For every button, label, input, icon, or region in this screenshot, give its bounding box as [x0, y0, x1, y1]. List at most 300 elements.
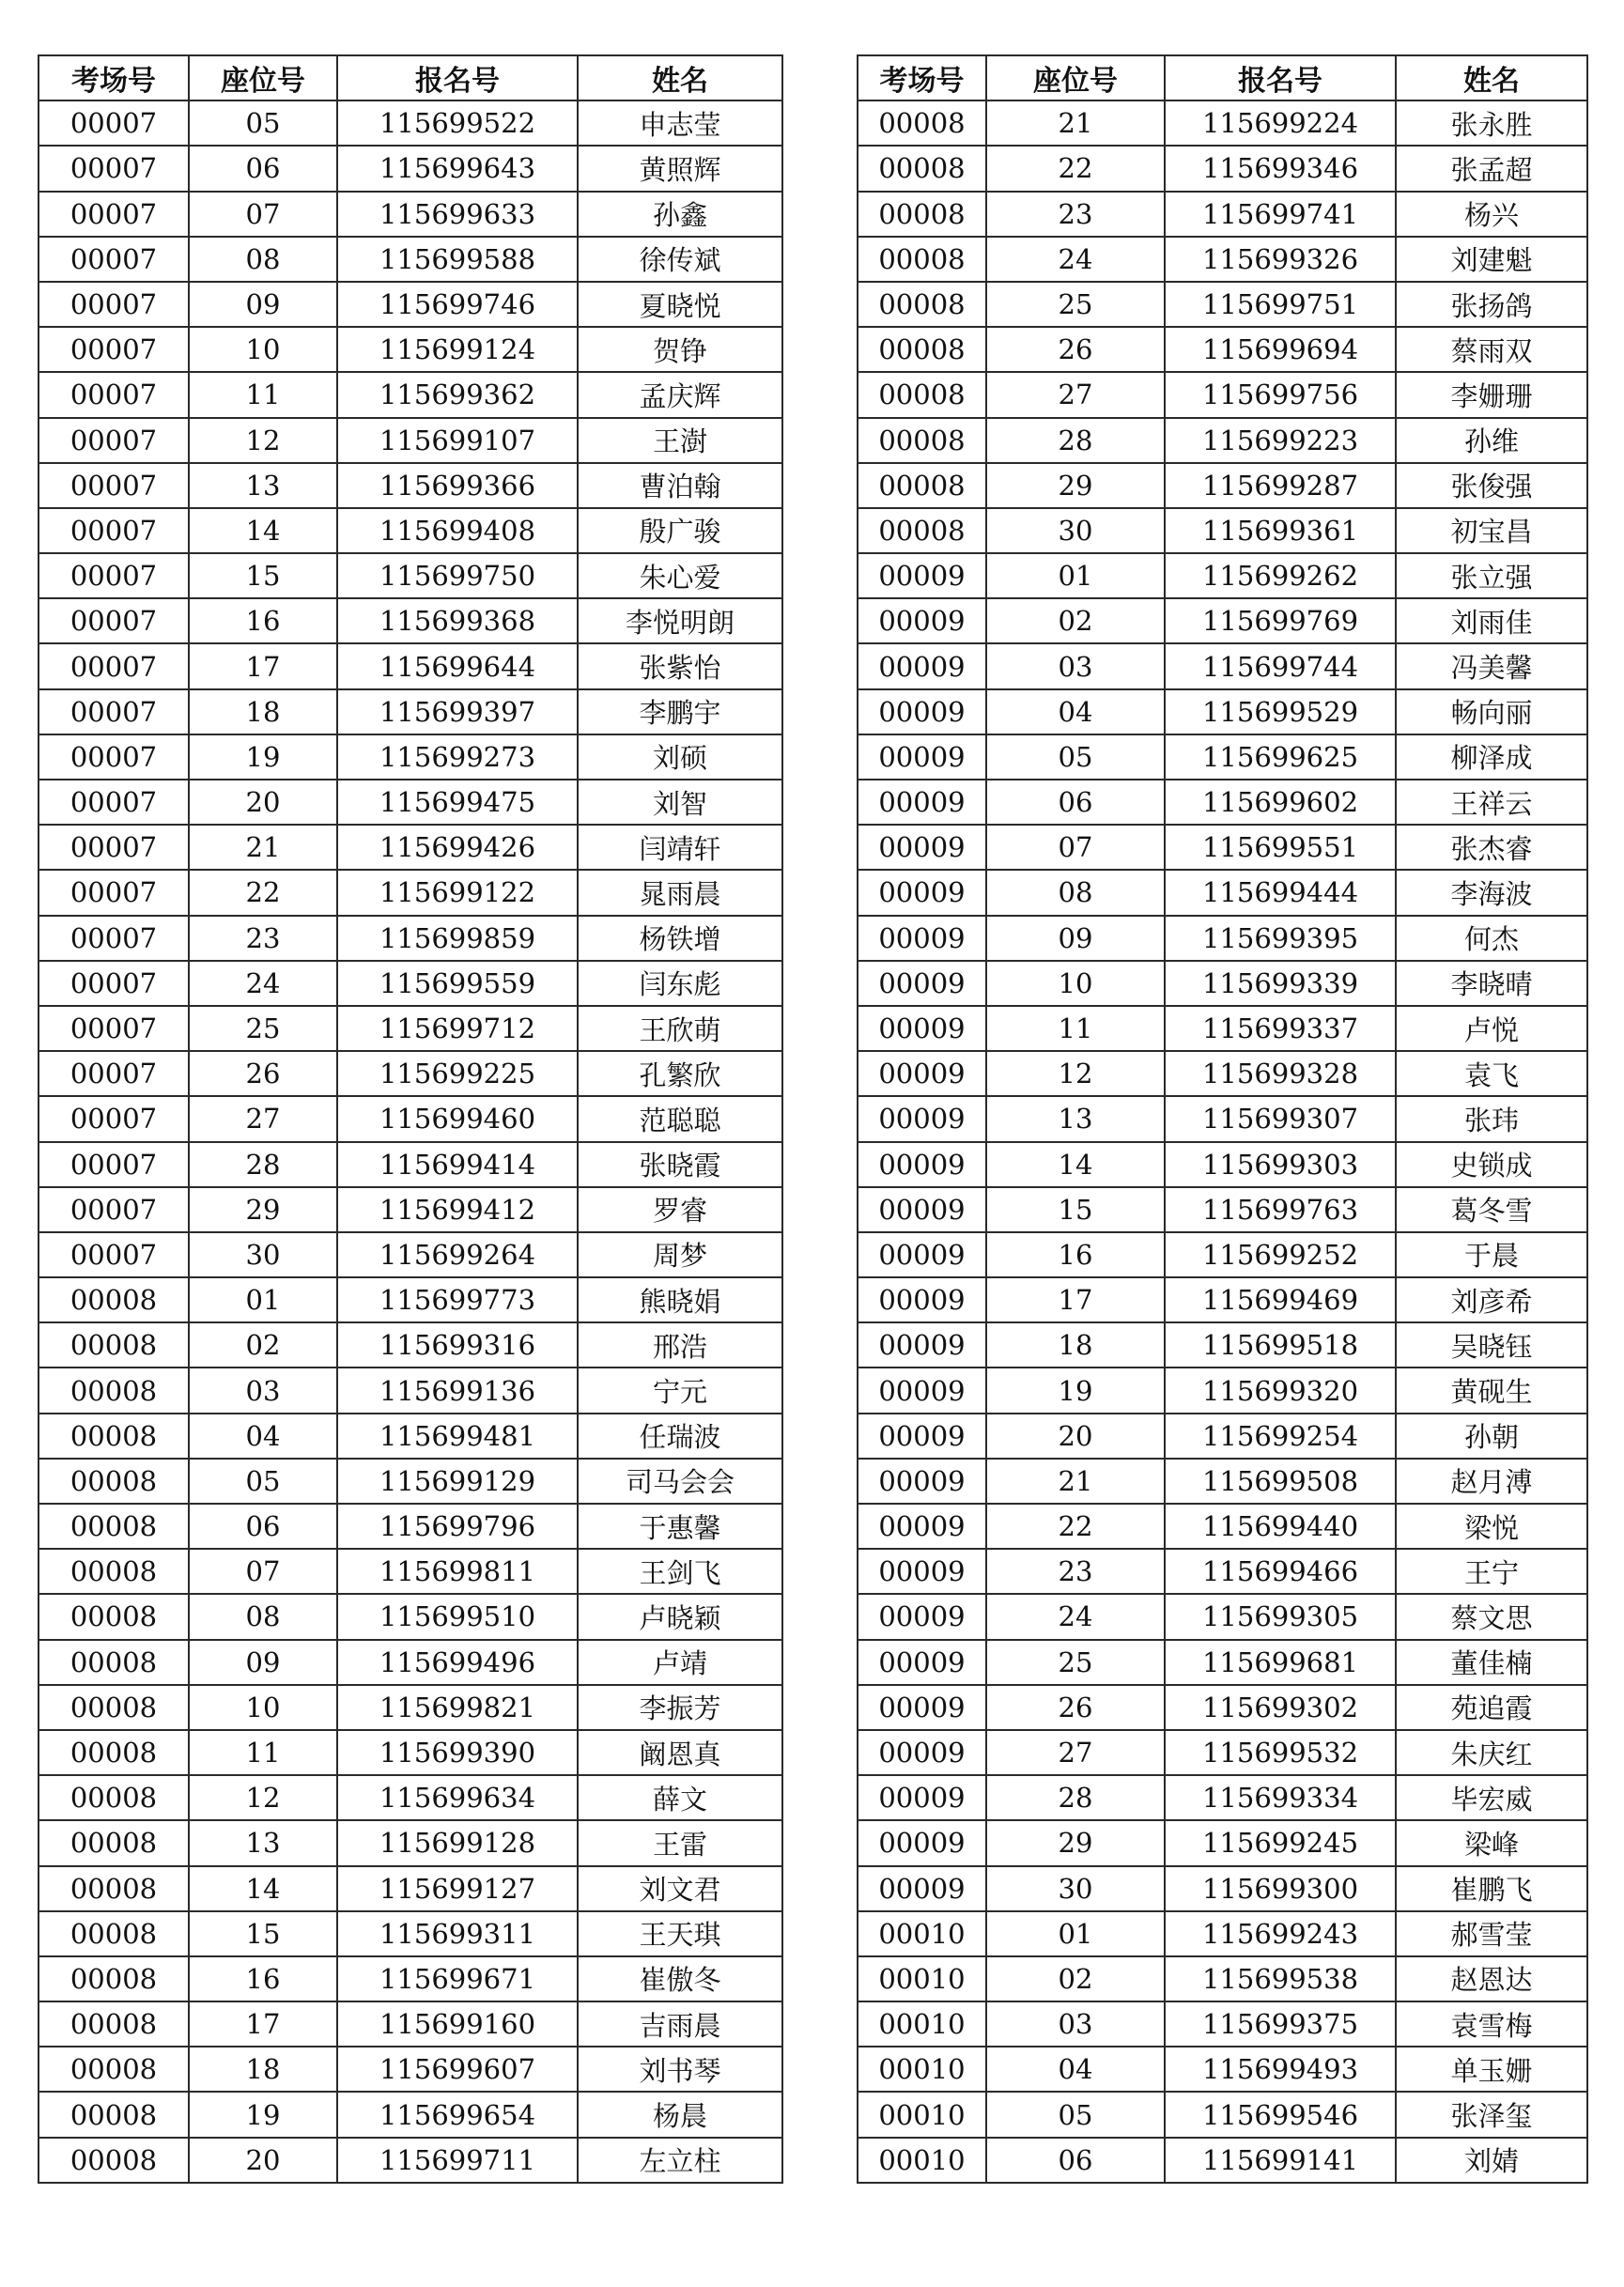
cell-seat-number: 01 — [986, 1911, 1165, 1956]
cell-registration-number: 115699414 — [337, 1142, 578, 1187]
cell-seat-number: 05 — [986, 2092, 1165, 2137]
cell-name: 徐传斌 — [578, 237, 782, 282]
table-row — [39, 372, 782, 417]
cell-name: 张孟超 — [1396, 146, 1587, 191]
cell-seat-number: 11 — [189, 372, 337, 417]
cell-exam-room: 00008 — [858, 146, 986, 191]
table-row — [858, 1775, 1587, 1820]
cell-name: 张杰睿 — [1396, 825, 1587, 870]
cell-name: 董佳楠 — [1396, 1640, 1587, 1685]
cell-name: 蔡文思 — [1396, 1594, 1587, 1639]
cell-registration-number: 115699124 — [337, 327, 578, 372]
cell-seat-number: 04 — [986, 689, 1165, 734]
cell-exam-room: 00007 — [39, 1096, 189, 1141]
cell-registration-number: 115699711 — [337, 2138, 578, 2183]
cell-exam-room: 00008 — [39, 1956, 189, 2001]
cell-exam-room: 00008 — [858, 463, 986, 508]
cell-seat-number: 22 — [189, 870, 337, 915]
cell-exam-room: 00009 — [858, 689, 986, 734]
cell-name: 闫靖轩 — [578, 825, 782, 870]
cell-registration-number: 115699307 — [1165, 1096, 1396, 1141]
cell-registration-number: 115699694 — [1165, 327, 1396, 372]
cell-seat-number: 28 — [986, 1775, 1165, 1820]
table-row — [858, 1277, 1587, 1322]
table-row — [39, 192, 782, 237]
cell-name: 熊晓娟 — [578, 1277, 782, 1322]
cell-registration-number: 115699224 — [1165, 100, 1396, 146]
cell-name: 于惠馨 — [578, 1504, 782, 1549]
cell-name: 张立强 — [1396, 553, 1587, 598]
cell-exam-room: 00007 — [39, 327, 189, 372]
cell-exam-room: 00007 — [39, 598, 189, 643]
cell-exam-room: 00008 — [39, 1685, 189, 1730]
cell-registration-number: 115699127 — [337, 1866, 578, 1911]
cell-name: 于晨 — [1396, 1232, 1587, 1277]
table-row — [39, 2047, 782, 2092]
cell-seat-number: 19 — [189, 2092, 337, 2137]
table-row — [39, 734, 782, 780]
cell-name: 杨铁增 — [578, 916, 782, 961]
cell-seat-number: 06 — [189, 1504, 337, 1549]
table-row — [39, 1956, 782, 2001]
cell-name: 蔡雨双 — [1396, 327, 1587, 372]
table-row — [39, 1096, 782, 1141]
cell-exam-room: 00010 — [858, 2001, 986, 2047]
table-row — [39, 689, 782, 734]
cell-registration-number: 115699440 — [1165, 1504, 1396, 1549]
table-row — [858, 237, 1587, 282]
cell-exam-room: 00009 — [858, 1730, 986, 1775]
cell-registration-number: 115699460 — [337, 1096, 578, 1141]
cell-registration-number: 115699538 — [1165, 1956, 1396, 2001]
table-row — [858, 1187, 1587, 1232]
cell-name: 柳泽成 — [1396, 734, 1587, 780]
cell-name: 卢靖 — [578, 1640, 782, 1685]
cell-registration-number: 115699287 — [1165, 463, 1396, 508]
cell-registration-number: 115699559 — [337, 961, 578, 1006]
cell-name: 王天琪 — [578, 1911, 782, 1956]
cell-registration-number: 115699681 — [1165, 1640, 1396, 1685]
cell-exam-room: 00009 — [858, 553, 986, 598]
cell-name: 王雷 — [578, 1820, 782, 1865]
cell-registration-number: 115699633 — [337, 192, 578, 237]
cell-exam-room: 00010 — [858, 2092, 986, 2137]
cell-name: 刘文君 — [578, 1866, 782, 1911]
cell-seat-number: 27 — [986, 1730, 1165, 1775]
table-row — [39, 463, 782, 508]
header-exam-room: 考场号 — [858, 55, 986, 100]
cell-exam-room: 00008 — [39, 1277, 189, 1322]
cell-name: 卢晓颖 — [578, 1594, 782, 1639]
table-row — [858, 1232, 1587, 1277]
cell-registration-number: 115699444 — [1165, 870, 1396, 915]
cell-seat-number: 10 — [986, 961, 1165, 1006]
cell-registration-number: 115699328 — [1165, 1051, 1396, 1096]
cell-name: 孙鑫 — [578, 192, 782, 237]
cell-seat-number: 14 — [189, 508, 337, 553]
cell-name: 宁元 — [578, 1368, 782, 1413]
cell-registration-number: 115699326 — [1165, 237, 1396, 282]
cell-exam-room: 00010 — [858, 2047, 986, 2092]
cell-seat-number: 22 — [986, 146, 1165, 191]
cell-seat-number: 22 — [986, 1504, 1165, 1549]
table-row — [858, 463, 1587, 508]
cell-registration-number: 115699551 — [1165, 825, 1396, 870]
cell-name: 张紫怡 — [578, 643, 782, 688]
cell-exam-room: 00009 — [858, 1096, 986, 1141]
cell-registration-number: 115699339 — [1165, 961, 1396, 1006]
cell-exam-room: 00007 — [39, 508, 189, 553]
cell-seat-number: 29 — [986, 463, 1165, 508]
cell-seat-number: 12 — [986, 1051, 1165, 1096]
cell-name: 贺铮 — [578, 327, 782, 372]
table-row — [39, 1232, 782, 1277]
cell-exam-room: 00008 — [39, 1640, 189, 1685]
cell-name: 司马会会 — [578, 1459, 782, 1504]
cell-seat-number: 27 — [189, 1096, 337, 1141]
table-row — [39, 1322, 782, 1368]
cell-name: 张晓霞 — [578, 1142, 782, 1187]
cell-name: 李鹏宇 — [578, 689, 782, 734]
cell-name: 殷广骏 — [578, 508, 782, 553]
table-row — [39, 1277, 782, 1322]
cell-name: 李悦明朗 — [578, 598, 782, 643]
table-row — [858, 1640, 1587, 1685]
cell-exam-room: 00007 — [39, 282, 189, 327]
table-row — [858, 2092, 1587, 2137]
cell-registration-number: 115699225 — [337, 1051, 578, 1096]
cell-exam-room: 00009 — [858, 734, 986, 780]
table-row — [39, 1820, 782, 1865]
table-row — [858, 598, 1587, 643]
cell-exam-room: 00007 — [39, 1232, 189, 1277]
table-row — [39, 643, 782, 688]
cell-name: 崔傲冬 — [578, 1956, 782, 2001]
cell-exam-room: 00007 — [39, 1006, 189, 1051]
cell-seat-number: 09 — [189, 1640, 337, 1685]
cell-name: 初宝昌 — [1396, 508, 1587, 553]
cell-exam-room: 00007 — [39, 146, 189, 191]
cell-seat-number: 03 — [189, 1368, 337, 1413]
cell-seat-number: 17 — [189, 2001, 337, 2047]
cell-name: 朱心爱 — [578, 553, 782, 598]
table-row — [858, 282, 1587, 327]
cell-registration-number: 115699750 — [337, 553, 578, 598]
cell-registration-number: 115699588 — [337, 237, 578, 282]
cell-exam-room: 00009 — [858, 1549, 986, 1594]
table-row — [39, 1640, 782, 1685]
cell-exam-room: 00007 — [39, 553, 189, 598]
cell-name: 王祥云 — [1396, 780, 1587, 825]
header-name: 姓名 — [1396, 55, 1587, 100]
cell-registration-number: 115699644 — [337, 643, 578, 688]
cell-seat-number: 24 — [189, 961, 337, 1006]
cell-seat-number: 03 — [986, 643, 1165, 688]
header-name: 姓名 — [578, 55, 782, 100]
cell-registration-number: 115699262 — [1165, 553, 1396, 598]
cell-exam-room: 00008 — [39, 1414, 189, 1459]
cell-registration-number: 115699481 — [337, 1414, 578, 1459]
cell-registration-number: 115699426 — [337, 825, 578, 870]
cell-registration-number: 115699128 — [337, 1820, 578, 1865]
cell-name: 单玉姗 — [1396, 2047, 1587, 2092]
cell-seat-number: 12 — [189, 418, 337, 463]
cell-seat-number: 25 — [986, 282, 1165, 327]
table-row — [858, 1051, 1587, 1096]
cell-registration-number: 115699361 — [1165, 508, 1396, 553]
cell-name: 卢悦 — [1396, 1006, 1587, 1051]
cell-registration-number: 115699522 — [337, 100, 578, 146]
cell-registration-number: 115699129 — [337, 1459, 578, 1504]
cell-registration-number: 115699300 — [1165, 1866, 1396, 1911]
cell-name: 左立柱 — [578, 2138, 782, 2183]
table-row — [858, 1368, 1587, 1413]
cell-name: 赵月溥 — [1396, 1459, 1587, 1504]
cell-seat-number: 02 — [986, 598, 1165, 643]
cell-name: 崔鹏飞 — [1396, 1866, 1587, 1911]
cell-seat-number: 11 — [986, 1006, 1165, 1051]
cell-seat-number: 16 — [189, 1956, 337, 2001]
cell-registration-number: 115699334 — [1165, 1775, 1396, 1820]
table-row — [858, 1594, 1587, 1639]
table-row — [39, 1051, 782, 1096]
table-row — [858, 372, 1587, 417]
cell-exam-room: 00008 — [39, 1504, 189, 1549]
table-row — [39, 780, 782, 825]
cell-exam-room: 00009 — [858, 825, 986, 870]
cell-seat-number: 01 — [189, 1277, 337, 1322]
cell-seat-number: 05 — [189, 100, 337, 146]
cell-registration-number: 115699859 — [337, 916, 578, 961]
cell-name: 杨兴 — [1396, 192, 1587, 237]
cell-exam-room: 00007 — [39, 961, 189, 1006]
header-registration-number: 报名号 — [1165, 55, 1396, 100]
cell-seat-number: 15 — [986, 1187, 1165, 1232]
cell-registration-number: 115699337 — [1165, 1006, 1396, 1051]
cell-name: 李晓晴 — [1396, 961, 1587, 1006]
cell-exam-room: 00009 — [858, 1187, 986, 1232]
cell-registration-number: 115699532 — [1165, 1730, 1396, 1775]
cell-seat-number: 09 — [189, 282, 337, 327]
cell-registration-number: 115699634 — [337, 1775, 578, 1820]
cell-seat-number: 06 — [189, 146, 337, 191]
cell-exam-room: 00008 — [39, 1911, 189, 1956]
cell-exam-room: 00008 — [39, 1368, 189, 1413]
cell-exam-room: 00009 — [858, 1866, 986, 1911]
cell-name: 冯美馨 — [1396, 643, 1587, 688]
cell-exam-room: 00009 — [858, 961, 986, 1006]
cell-name: 梁峰 — [1396, 1820, 1587, 1865]
cell-seat-number: 17 — [189, 643, 337, 688]
table-row — [39, 100, 782, 146]
cell-seat-number: 28 — [986, 418, 1165, 463]
cell-registration-number: 115699508 — [1165, 1459, 1396, 1504]
cell-seat-number: 21 — [986, 1459, 1165, 1504]
cell-exam-room: 00007 — [39, 780, 189, 825]
cell-exam-room: 00009 — [858, 780, 986, 825]
cell-seat-number: 30 — [189, 1232, 337, 1277]
cell-name: 葛冬雪 — [1396, 1187, 1587, 1232]
cell-seat-number: 21 — [986, 100, 1165, 146]
cell-name: 邢浩 — [578, 1322, 782, 1368]
cell-name: 刘硕 — [578, 734, 782, 780]
cell-seat-number: 04 — [189, 1414, 337, 1459]
cell-registration-number: 115699744 — [1165, 643, 1396, 688]
cell-exam-room: 00009 — [858, 643, 986, 688]
cell-seat-number: 16 — [986, 1232, 1165, 1277]
cell-seat-number: 23 — [986, 192, 1165, 237]
cell-seat-number: 04 — [986, 2047, 1165, 2092]
table-row — [39, 2138, 782, 2183]
table-row — [858, 553, 1587, 598]
cell-seat-number: 15 — [189, 553, 337, 598]
table-row — [39, 282, 782, 327]
table-row — [39, 1911, 782, 1956]
cell-name: 袁雪梅 — [1396, 2001, 1587, 2047]
table-row — [39, 1368, 782, 1413]
table-row — [858, 1096, 1587, 1141]
table-row — [39, 146, 782, 191]
table-row — [39, 961, 782, 1006]
cell-name: 李海波 — [1396, 870, 1587, 915]
cell-seat-number: 06 — [986, 780, 1165, 825]
cell-name: 闫东彪 — [578, 961, 782, 1006]
cell-seat-number: 29 — [189, 1187, 337, 1232]
cell-seat-number: 17 — [986, 1277, 1165, 1322]
table-row — [858, 1006, 1587, 1051]
table-row — [39, 1775, 782, 1820]
cell-registration-number: 115699602 — [1165, 780, 1396, 825]
table-row — [858, 1414, 1587, 1459]
cell-seat-number: 21 — [189, 825, 337, 870]
cell-name: 朱庆红 — [1396, 1730, 1587, 1775]
cell-name: 夏晓悦 — [578, 282, 782, 327]
cell-registration-number: 115699796 — [337, 1504, 578, 1549]
cell-exam-room: 00008 — [39, 2047, 189, 2092]
table-row — [39, 1866, 782, 1911]
cell-exam-room: 00007 — [39, 192, 189, 237]
cell-name: 李姗珊 — [1396, 372, 1587, 417]
cell-registration-number: 115699751 — [1165, 282, 1396, 327]
cell-exam-room: 00008 — [39, 1775, 189, 1820]
table-row — [39, 916, 782, 961]
cell-seat-number: 30 — [986, 508, 1165, 553]
cell-registration-number: 115699390 — [337, 1730, 578, 1775]
table-row — [39, 1594, 782, 1639]
cell-name: 吉雨晨 — [578, 2001, 782, 2047]
cell-seat-number: 09 — [986, 916, 1165, 961]
cell-registration-number: 115699475 — [337, 780, 578, 825]
cell-exam-room: 00009 — [858, 1504, 986, 1549]
cell-registration-number: 115699160 — [337, 2001, 578, 2047]
cell-name: 黄照辉 — [578, 146, 782, 191]
cell-exam-room: 00007 — [39, 1142, 189, 1187]
cell-seat-number: 01 — [986, 553, 1165, 598]
cell-seat-number: 05 — [189, 1459, 337, 1504]
cell-registration-number: 115699529 — [1165, 689, 1396, 734]
cell-registration-number: 115699625 — [1165, 734, 1396, 780]
cell-exam-room: 00008 — [858, 372, 986, 417]
cell-registration-number: 115699821 — [337, 1685, 578, 1730]
cell-seat-number: 16 — [189, 598, 337, 643]
cell-exam-room: 00008 — [858, 418, 986, 463]
cell-name: 何杰 — [1396, 916, 1587, 961]
cell-name: 赵恩达 — [1396, 1956, 1587, 2001]
table-row — [858, 1142, 1587, 1187]
table-row — [858, 2047, 1587, 2092]
cell-name: 孙朝 — [1396, 1414, 1587, 1459]
table-row — [858, 2001, 1587, 2047]
cell-seat-number: 18 — [189, 689, 337, 734]
cell-seat-number: 24 — [986, 237, 1165, 282]
table-header-row — [39, 55, 782, 100]
cell-name: 张扬鸽 — [1396, 282, 1587, 327]
cell-seat-number: 24 — [986, 1594, 1165, 1639]
table-row — [858, 643, 1587, 688]
cell-registration-number: 115699223 — [1165, 418, 1396, 463]
cell-registration-number: 115699746 — [337, 282, 578, 327]
cell-seat-number: 23 — [986, 1549, 1165, 1594]
cell-registration-number: 115699136 — [337, 1368, 578, 1413]
cell-exam-room: 00007 — [39, 418, 189, 463]
cell-exam-room: 00007 — [39, 870, 189, 915]
cell-seat-number: 11 — [189, 1730, 337, 1775]
cell-seat-number: 08 — [189, 237, 337, 282]
cell-name: 刘彦希 — [1396, 1277, 1587, 1322]
table-row — [858, 192, 1587, 237]
cell-seat-number: 08 — [986, 870, 1165, 915]
cell-exam-room: 00007 — [39, 372, 189, 417]
table-header-row — [858, 55, 1587, 100]
cell-registration-number: 115699346 — [1165, 146, 1396, 191]
cell-seat-number: 26 — [986, 1685, 1165, 1730]
cell-exam-room: 00010 — [858, 1956, 986, 2001]
cell-exam-room: 00008 — [858, 282, 986, 327]
cell-seat-number: 12 — [189, 1775, 337, 1820]
cell-exam-room: 00008 — [39, 2092, 189, 2137]
cell-exam-room: 00007 — [39, 100, 189, 146]
cell-exam-room: 00007 — [39, 237, 189, 282]
cell-exam-room: 00007 — [39, 1187, 189, 1232]
cell-name: 吴晓钰 — [1396, 1322, 1587, 1368]
table-row — [858, 780, 1587, 825]
cell-seat-number: 02 — [986, 1956, 1165, 2001]
cell-registration-number: 115699368 — [337, 598, 578, 643]
cell-seat-number: 14 — [986, 1142, 1165, 1187]
table-row — [39, 1142, 782, 1187]
cell-exam-room: 00009 — [858, 1142, 986, 1187]
cell-seat-number: 10 — [189, 1685, 337, 1730]
cell-seat-number: 08 — [189, 1594, 337, 1639]
cell-registration-number: 115699607 — [337, 2047, 578, 2092]
cell-exam-room: 00010 — [858, 2138, 986, 2183]
cell-exam-room: 00009 — [858, 1322, 986, 1368]
cell-name: 张永胜 — [1396, 100, 1587, 146]
cell-seat-number: 10 — [189, 327, 337, 372]
cell-name: 孟庆辉 — [578, 372, 782, 417]
cell-registration-number: 115699366 — [337, 463, 578, 508]
table-row — [39, 1549, 782, 1594]
cell-seat-number: 20 — [189, 780, 337, 825]
table-row — [858, 1866, 1587, 1911]
cell-name: 刘智 — [578, 780, 782, 825]
cell-exam-room: 00008 — [39, 1549, 189, 1594]
header-registration-number: 报名号 — [337, 55, 578, 100]
table-row — [39, 553, 782, 598]
cell-exam-room: 00009 — [858, 1594, 986, 1639]
cell-seat-number: 15 — [189, 1911, 337, 1956]
table-row — [858, 961, 1587, 1006]
